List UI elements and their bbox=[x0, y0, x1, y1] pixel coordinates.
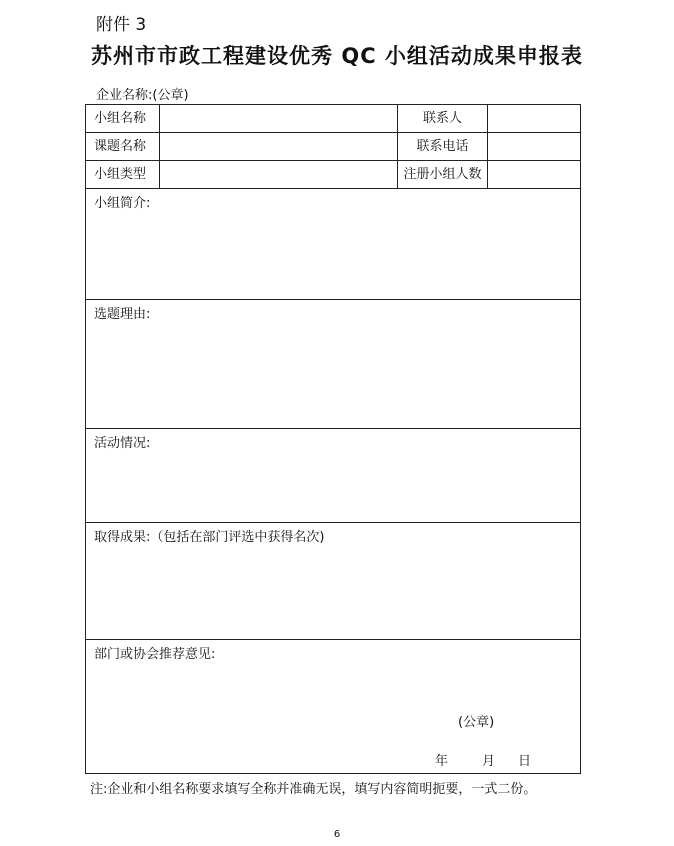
contact-phone-field[interactable] bbox=[487, 133, 581, 160]
form-row-group-type bbox=[85, 160, 581, 189]
group-type-label: 小组类型 bbox=[94, 167, 147, 182]
month-label: 月 bbox=[482, 754, 496, 769]
contact-person-field[interactable] bbox=[487, 105, 581, 132]
group-intro-label: 小组简介: bbox=[94, 196, 151, 211]
attachment-label: 附件 3 bbox=[96, 15, 147, 35]
company-name-label: 企业名称:(公章) bbox=[96, 88, 189, 103]
form-row-group-name bbox=[85, 104, 581, 133]
group-name-field[interactable] bbox=[159, 105, 397, 132]
contact-phone-label: 联系电话 bbox=[397, 133, 487, 160]
page-number: 6 bbox=[333, 829, 341, 840]
recommendation-label: 部门或协会推荐意见: bbox=[94, 647, 216, 662]
form-title: 苏州市市政工程建设优秀 QC 小组活动成果申报表 bbox=[91, 44, 583, 68]
application-form bbox=[85, 104, 583, 774]
member-count-label: 注册小组人数 bbox=[397, 161, 487, 188]
contact-person-label: 联系人 bbox=[397, 105, 487, 132]
activity-label: 活动情况: bbox=[94, 436, 151, 451]
group-name-label: 小组名称 bbox=[94, 111, 147, 126]
year-label: 年 bbox=[435, 754, 449, 769]
topic-name-field[interactable] bbox=[159, 133, 397, 160]
activity-section[interactable] bbox=[85, 428, 581, 523]
member-count-field[interactable] bbox=[487, 161, 581, 188]
form-row-topic bbox=[85, 132, 581, 161]
group-intro-section[interactable] bbox=[85, 188, 581, 300]
results-section[interactable] bbox=[85, 522, 581, 640]
recommendation-section[interactable] bbox=[85, 639, 581, 774]
topic-reason-label: 选题理由: bbox=[94, 307, 151, 322]
footnote: 注:企业和小组名称要求填写全称并准确无误，填写内容简明扼要，一式二份。 bbox=[90, 782, 537, 797]
day-label: 日 bbox=[518, 754, 532, 769]
topic-name-label: 课题名称 bbox=[94, 139, 147, 154]
topic-reason-section[interactable] bbox=[85, 299, 581, 429]
official-seal-label: (公章) bbox=[458, 715, 495, 730]
results-label: 取得成果:（包括在部门评选中获得名次) bbox=[94, 530, 325, 545]
group-type-field[interactable] bbox=[159, 161, 397, 188]
